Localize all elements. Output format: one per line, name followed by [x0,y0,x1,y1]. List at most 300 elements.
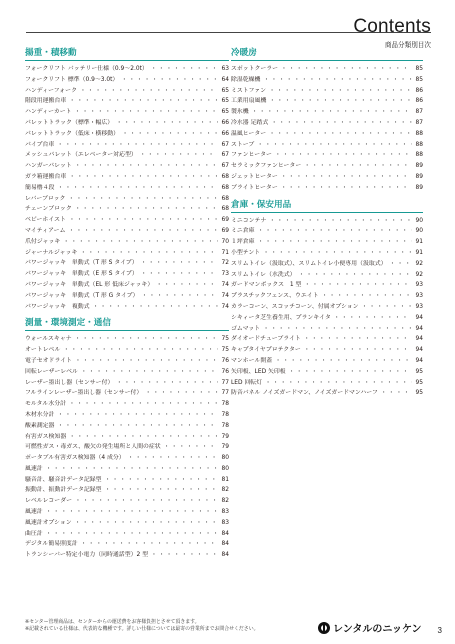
toc-entry-name: ダイオードチューブライト [231,336,301,343]
toc-entry-name: セラミックファンヒーター [231,163,302,170]
leader-dots [138,269,218,280]
toc-entry[interactable] [25,378,229,389]
toc-entry[interactable] [231,64,423,75]
toc-entry-name: 有害ガス検知器 [25,433,67,440]
toc-entry[interactable] [25,140,229,151]
toc-entry-page: 84 [221,530,229,537]
toc-entry[interactable] [25,204,229,215]
leader-dots [359,302,412,313]
toc-entry-name: ベビーホイスト [25,217,66,224]
leader-dots [301,280,412,291]
toc-entry[interactable] [231,291,423,302]
toc-entry-page: 67 [221,163,229,170]
toc-entry[interactable] [231,140,423,151]
leader-dots [119,129,218,140]
toc-entry[interactable] [231,345,423,356]
toc-entry[interactable] [25,107,229,118]
toc-entry[interactable] [231,378,423,389]
toc-entry[interactable] [25,291,229,302]
leader-dots [301,334,412,345]
section-title: 測量・環境測定・通信 [25,318,111,329]
toc-entry-page: 89 [415,163,423,170]
toc-entry-page: 92 [415,260,423,267]
toc-entry-page: 63 [221,66,229,72]
leader-dots [72,161,218,172]
toc-entry[interactable] [25,529,229,540]
toc-entry[interactable] [25,334,229,345]
leader-dots [260,324,412,335]
toc-entry-name: フルラインレーザー墨出し器（センサー付） [25,390,143,397]
toc-entry[interactable] [25,496,229,507]
toc-entry-name: 可燃性ガス・毒ガス、酸欠の発生場所と人間の症状 [25,444,161,451]
toc-entry-name: モルタル水分計 [25,401,66,408]
toc-entry-name: ミニ倉庫 [231,228,255,235]
leader-dots [278,183,412,194]
leader-dots [66,399,218,410]
toc-entry-name: シキィータ芝生養生用、プランキイタ [231,314,331,321]
toc-entry[interactable] [231,248,423,259]
toc-entry[interactable] [231,86,423,97]
leader-dots [266,86,412,97]
leader-dots [262,378,412,389]
leader-dots [260,75,412,86]
leader-dots [72,204,218,215]
toc-entry-page: 78 [221,411,229,418]
toc-entry-page: 94 [415,336,423,343]
leader-dots [113,378,218,389]
leader-dots [278,64,412,75]
toc-entry[interactable] [231,388,423,399]
toc-entry-name: 階段用運搬台車 [25,98,67,105]
toc-entry[interactable] [25,161,229,172]
leader-dots [268,118,412,129]
toc-entry-name: 防音パネル ノイズガードマン、ノイズガードマンハーフ [231,390,378,397]
leader-dots [378,388,412,399]
leader-dots [319,291,412,302]
toc-entry-name: パワージャッキ 単動式（T 形 G タイプ） [25,292,139,299]
leader-dots [266,96,412,107]
toc-entry-page: 82 [221,498,229,505]
toc-entry-page: 79 [221,433,229,440]
leader-dots [255,226,412,237]
toc-entry-name: パレットトラック（低床・横移動） [25,130,120,137]
toc-entry[interactable] [231,270,423,281]
toc-entry-page: 65 [221,87,229,94]
leader-dots [249,107,412,118]
toc-entry[interactable] [231,367,423,378]
leader-dots [66,96,218,107]
toc-entry-page: 89 [415,184,423,191]
toc-entry[interactable] [25,539,229,550]
toc-entry-page: 66 [221,119,229,126]
toc-entry-name: ハンディーフォーク [25,87,77,94]
toc-entry-name: 曲圧計 [25,530,43,537]
leader-dots [153,280,218,291]
toc-entry-name: 風速計 [25,465,43,472]
section-rule [231,60,423,61]
toc-entry-page: 94 [415,347,423,354]
toc-entry[interactable] [231,118,423,129]
toc-entry[interactable] [25,453,229,464]
logo-mark-icon [318,622,330,634]
toc-entry-page: 94 [415,325,423,332]
toc-entry-name: パワージャッキ 単動式（E 形 S タイプ） [25,271,138,278]
toc-entry[interactable] [25,421,229,432]
toc-entry-page: 71 [221,249,229,256]
page-title: Contents [353,16,431,37]
toc-entry[interactable] [25,518,229,529]
leader-dots [77,248,218,259]
leader-dots [72,496,218,507]
toc-entry[interactable] [25,345,229,356]
toc-entry-page: 65 [221,98,229,105]
toc-entry-name: プラスチックフェンス、ウエイト [231,293,319,300]
toc-entry-name: スリムトイレ（水洗式） [231,271,296,278]
toc-entry-page: 92 [415,271,423,278]
toc-entry[interactable] [231,356,423,367]
toc-entry-page: 80 [221,455,229,462]
toc-entry-page: 65 [221,109,229,116]
toc-entry-page: 95 [415,390,423,397]
toc-entry-name: ハンディーカート [25,109,72,116]
toc-entry-name: 矢印板、LED 矢印板 [231,368,286,375]
toc-entry[interactable] [231,172,423,183]
toc-entry[interactable] [25,129,229,140]
toc-entry-page: 78 [221,422,229,429]
toc-entry-page: 77 [221,390,229,397]
section-title: 揚重・積移動 [25,48,77,58]
toc-entry[interactable] [231,107,423,118]
toc-entry-name: ゴムマット [231,325,261,332]
toc-entry-page: 95 [415,379,423,386]
toc-entry-page: 75 [221,347,229,354]
toc-entry[interactable] [231,75,423,86]
leader-dots [286,367,412,378]
toc-entry-page: 93 [415,303,423,310]
toc-entry-page: 79 [221,444,229,451]
toc-entry[interactable] [25,237,229,248]
leader-dots [254,140,412,151]
toc-entry-name: 冷水器 足踏式 [231,119,269,126]
toc-entry[interactable] [25,269,229,280]
toc-entry-name: ファンヒーター [231,152,272,159]
toc-entry-name: スリムトイレ（汲取式）、スリムトイレ小便専用（汲取式） [231,260,387,267]
toc-entry-page: 94 [415,314,423,321]
toc-entry[interactable] [25,150,229,161]
toc-entry-page: 90 [415,217,423,224]
toc-entry-page: 90 [415,228,423,235]
leader-dots [331,313,412,324]
toc-entry[interactable] [25,302,229,313]
leader-dots [296,270,412,281]
toc-entry[interactable] [231,302,423,313]
section [25,316,229,561]
toc-entry[interactable] [231,259,423,270]
toc-entry[interactable] [25,194,229,205]
toc-entry-name: 製氷機 [231,109,249,116]
toc-entry[interactable] [25,442,229,453]
leader-dots [54,410,218,421]
toc-entry[interactable] [25,118,229,129]
leader-dots [148,550,218,561]
toc-entry-name: デジタル簡易照度計 [25,541,78,548]
leader-dots [54,183,218,194]
toc-entry-name: 振動計、振動計データ記録型 [25,487,102,494]
leader-dots [102,485,218,496]
section-rule [25,330,229,331]
toc-entry-page: 81 [221,476,229,483]
toc-entry-page: 69 [221,217,229,224]
leader-dots [138,258,218,269]
toc-entry[interactable] [25,356,229,367]
leader-dots [43,507,218,518]
toc-entry-name: 電子セオドライト [25,357,72,364]
leader-dots [266,129,412,140]
toc-entry-page: 73 [221,271,229,278]
leader-dots [161,442,218,453]
leader-dots [78,539,218,550]
toc-entry-name: カラーコーン、スコッチコーン、付属オプション [231,303,359,310]
toc-entry-name: メッシュパレット（エレベーター対応型） [25,152,137,159]
toc-entry[interactable] [25,550,229,561]
toc-entry[interactable] [25,258,229,269]
toc-entry-page: 91 [415,239,423,246]
toc-entry-page: 66 [221,130,229,137]
leader-dots [78,367,218,378]
toc-entry[interactable] [25,367,229,378]
leader-dots [266,216,412,227]
toc-entry-name: レバーブロック [25,195,66,202]
toc-entry-page: 93 [415,293,423,300]
toc-entry-page: 89 [415,173,423,180]
toc-entry-name: ブライトヒーター [231,184,278,191]
toc-entry-page: 86 [415,98,423,105]
toc-entry-name: 木材水分計 [25,411,55,418]
toc-entry-page: 86 [415,87,423,94]
header-rule [26,32,431,33]
footer-note: ※記載されている仕様は、代表的な機種です。詳しい仕様については最寄の営業所までお問合せください。 [25,626,259,632]
leader-dots [138,291,218,302]
toc-entry-page: 91 [415,249,423,256]
toc-entry-page: 68 [221,206,229,213]
toc-entry[interactable] [25,215,229,226]
toc-entry[interactable] [25,432,229,443]
toc-entry-page: 87 [415,119,423,126]
toc-entry[interactable] [25,388,229,399]
toc-entry[interactable] [25,410,229,421]
logo-text: レンタルのニッケン [333,624,422,635]
section-title: 冷暖房 [231,48,257,58]
toc-entry[interactable] [25,96,229,107]
toc-entry-page: 75 [221,336,229,343]
toc-entry-page: 85 [415,76,423,83]
toc-entry-page: 74 [221,303,229,310]
toc-entry[interactable] [25,248,229,259]
toc-entry-name: パワージャッキ 単動式（T 形 S タイプ） [25,260,138,267]
toc-entry-page: 68 [221,184,229,191]
toc-entry[interactable] [231,237,423,248]
toc-entry-page: 67 [221,152,229,159]
toc-entry-name: フォークリフト バッテリー仕様（0.9～2.0t） [25,66,148,72]
toc-entry-page: 74 [221,281,229,288]
toc-entry-name: 小型テント [231,249,261,256]
toc-entry-page: 70 [221,238,229,245]
toc-entry[interactable] [25,485,229,496]
leader-dots [66,172,218,183]
toc-entry[interactable] [231,313,423,324]
footer-note: ※センター管理商品は、センターからの運送費をお客様負担とさせて頂きます。 [25,619,200,625]
toc-entry-name: オートレベル [25,347,61,354]
toc-entry[interactable] [231,96,423,107]
leader-dots [255,237,412,248]
toc-entry-name: レベルレコーダー [25,498,72,505]
leader-dots [260,248,412,259]
leader-dots [72,356,218,367]
toc-entry[interactable] [231,226,423,237]
toc-entry-name: ポータブル有害ガス検知器（4 成分） [25,455,125,462]
toc-entry-page: 68 [221,173,229,180]
section-title: 倉庫・保安用品 [231,199,292,210]
toc-entry-name: 工業用扇風機 [231,98,267,105]
toc-entry-page: 80 [221,465,229,472]
toc-entry-name: レーザー墨出し器（センサー付） [25,379,114,386]
leader-dots [102,475,218,486]
toc-entry-name: ハンガーパレット [25,163,72,170]
section [231,198,423,400]
toc-entry-page: 83 [221,519,229,526]
toc-entry-name: 酸素測定器 [25,422,55,429]
page-number: 3 [437,626,442,635]
leader-dots [272,150,412,161]
toc-entry-name: マイティアーム [25,227,66,234]
leader-dots [387,259,412,270]
toc-entry[interactable] [25,86,229,97]
section [231,46,423,194]
toc-entry-name: ジャーナルジャッキ [25,249,78,256]
toc-entry-name: チェーンブロック [25,206,72,213]
leader-dots [72,107,218,118]
toc-entry-page: 93 [415,282,423,289]
toc-entry-page: 76 [221,357,229,364]
toc-entry[interactable] [25,280,229,291]
toc-entry[interactable] [231,129,423,140]
toc-entry[interactable] [25,399,229,410]
toc-entry-name: パワージャッキ 単動式（EL 形 低床ジャッキ） [25,281,154,288]
toc-entry-name: パイプ台車 [25,141,55,148]
toc-entry-page: 68 [221,195,229,202]
toc-entry-name: ミニコンテナ [231,217,267,224]
toc-entry[interactable] [25,507,229,518]
toc-entry-page: 77 [221,379,229,386]
leader-dots [113,118,218,129]
toc-entry[interactable] [25,75,229,86]
toc-entry-name: フォークリフト 標準（0.9～3.0t） [25,76,119,83]
toc-entry-name: マンホール開蓋 [231,357,273,364]
toc-entry[interactable] [231,280,423,291]
toc-entry-name: 回転レーザーレベル [25,368,78,375]
toc-entry-page: 88 [415,141,423,148]
toc-entry[interactable] [25,226,229,237]
toc-entry[interactable] [25,183,229,194]
section [25,46,229,312]
toc-entry-page: 69 [221,227,229,234]
toc-entry-page: 85 [415,66,423,72]
toc-entry[interactable] [231,183,423,194]
toc-entry[interactable] [231,324,423,335]
toc-entry-name: 風速計 [25,509,43,516]
leader-dots [65,194,218,205]
leader-dots [301,161,412,172]
toc-entry-name: パレットトラック（標準・幅広） [25,119,114,126]
toc-entry-page: 74 [221,292,229,299]
toc-entry-name: 騒音計、騒音計データ記録型 [25,476,102,483]
toc-entry[interactable] [231,161,423,172]
toc-entry-page: 94 [415,357,423,364]
leader-dots [137,150,218,161]
left-column [25,46,229,561]
toc-entry-name: 除湿乾燥機 [231,76,261,83]
page-subtitle: 商品分類別目次 [384,41,431,49]
toc-entry[interactable] [25,464,229,475]
toc-entry[interactable] [25,64,229,75]
leader-dots [54,421,218,432]
leader-dots [66,215,218,226]
toc-entry-name: ジェットヒーター [231,173,278,180]
leader-dots [148,64,218,75]
leader-dots [72,518,218,529]
leader-dots [301,345,412,356]
toc-entry-name: ストーブ [231,141,255,148]
leader-dots [60,237,218,248]
toc-entry[interactable] [231,216,423,227]
toc-entry-name: ガラ箱運搬台車 [25,173,67,180]
leader-dots [54,140,218,151]
toc-entry-name: 温風ヒーター [231,130,267,137]
toc-entry-page: 82 [221,487,229,494]
toc-entry-name: ウォールスキャナ [25,336,72,343]
toc-entry-page: 76 [221,368,229,375]
toc-entry-name: １坪倉庫 [231,239,255,246]
leader-dots [60,345,218,356]
toc-entry[interactable] [231,334,423,345]
toc-entry-name: LED 回転灯 [231,379,263,386]
leader-dots [77,86,218,97]
leader-dots [43,464,218,475]
toc-entry-name: ガードマンボックス 1 型 [231,282,302,289]
toc-entry-page: 84 [221,541,229,548]
toc-entry-name: 風速計オプション [25,519,72,526]
toc-entry[interactable] [231,150,423,161]
leader-dots [118,75,218,86]
toc-entry-page: 84 [221,552,229,559]
toc-entry-name: キャプタイヤプロテクター [231,347,301,354]
toc-entry-page: 64 [221,76,229,83]
toc-entry-name: ミストファン [231,87,267,94]
toc-entry-page: 83 [221,509,229,516]
leader-dots [66,432,218,443]
section-rule [25,60,229,61]
leader-dots [65,226,218,237]
toc-entry[interactable] [25,172,229,183]
toc-entry-page: 88 [415,152,423,159]
toc-entry-name: 爪付ジャッキ [25,238,61,245]
toc-entry-name: パワージャッキ 複動式 [25,303,90,310]
leader-dots [43,529,218,540]
footer-notes [25,619,258,633]
toc-entry[interactable] [25,475,229,486]
toc-entry-name: トランシーバー特定小電力（同時通話型）2 型 [25,552,148,559]
leader-dots [72,334,218,345]
